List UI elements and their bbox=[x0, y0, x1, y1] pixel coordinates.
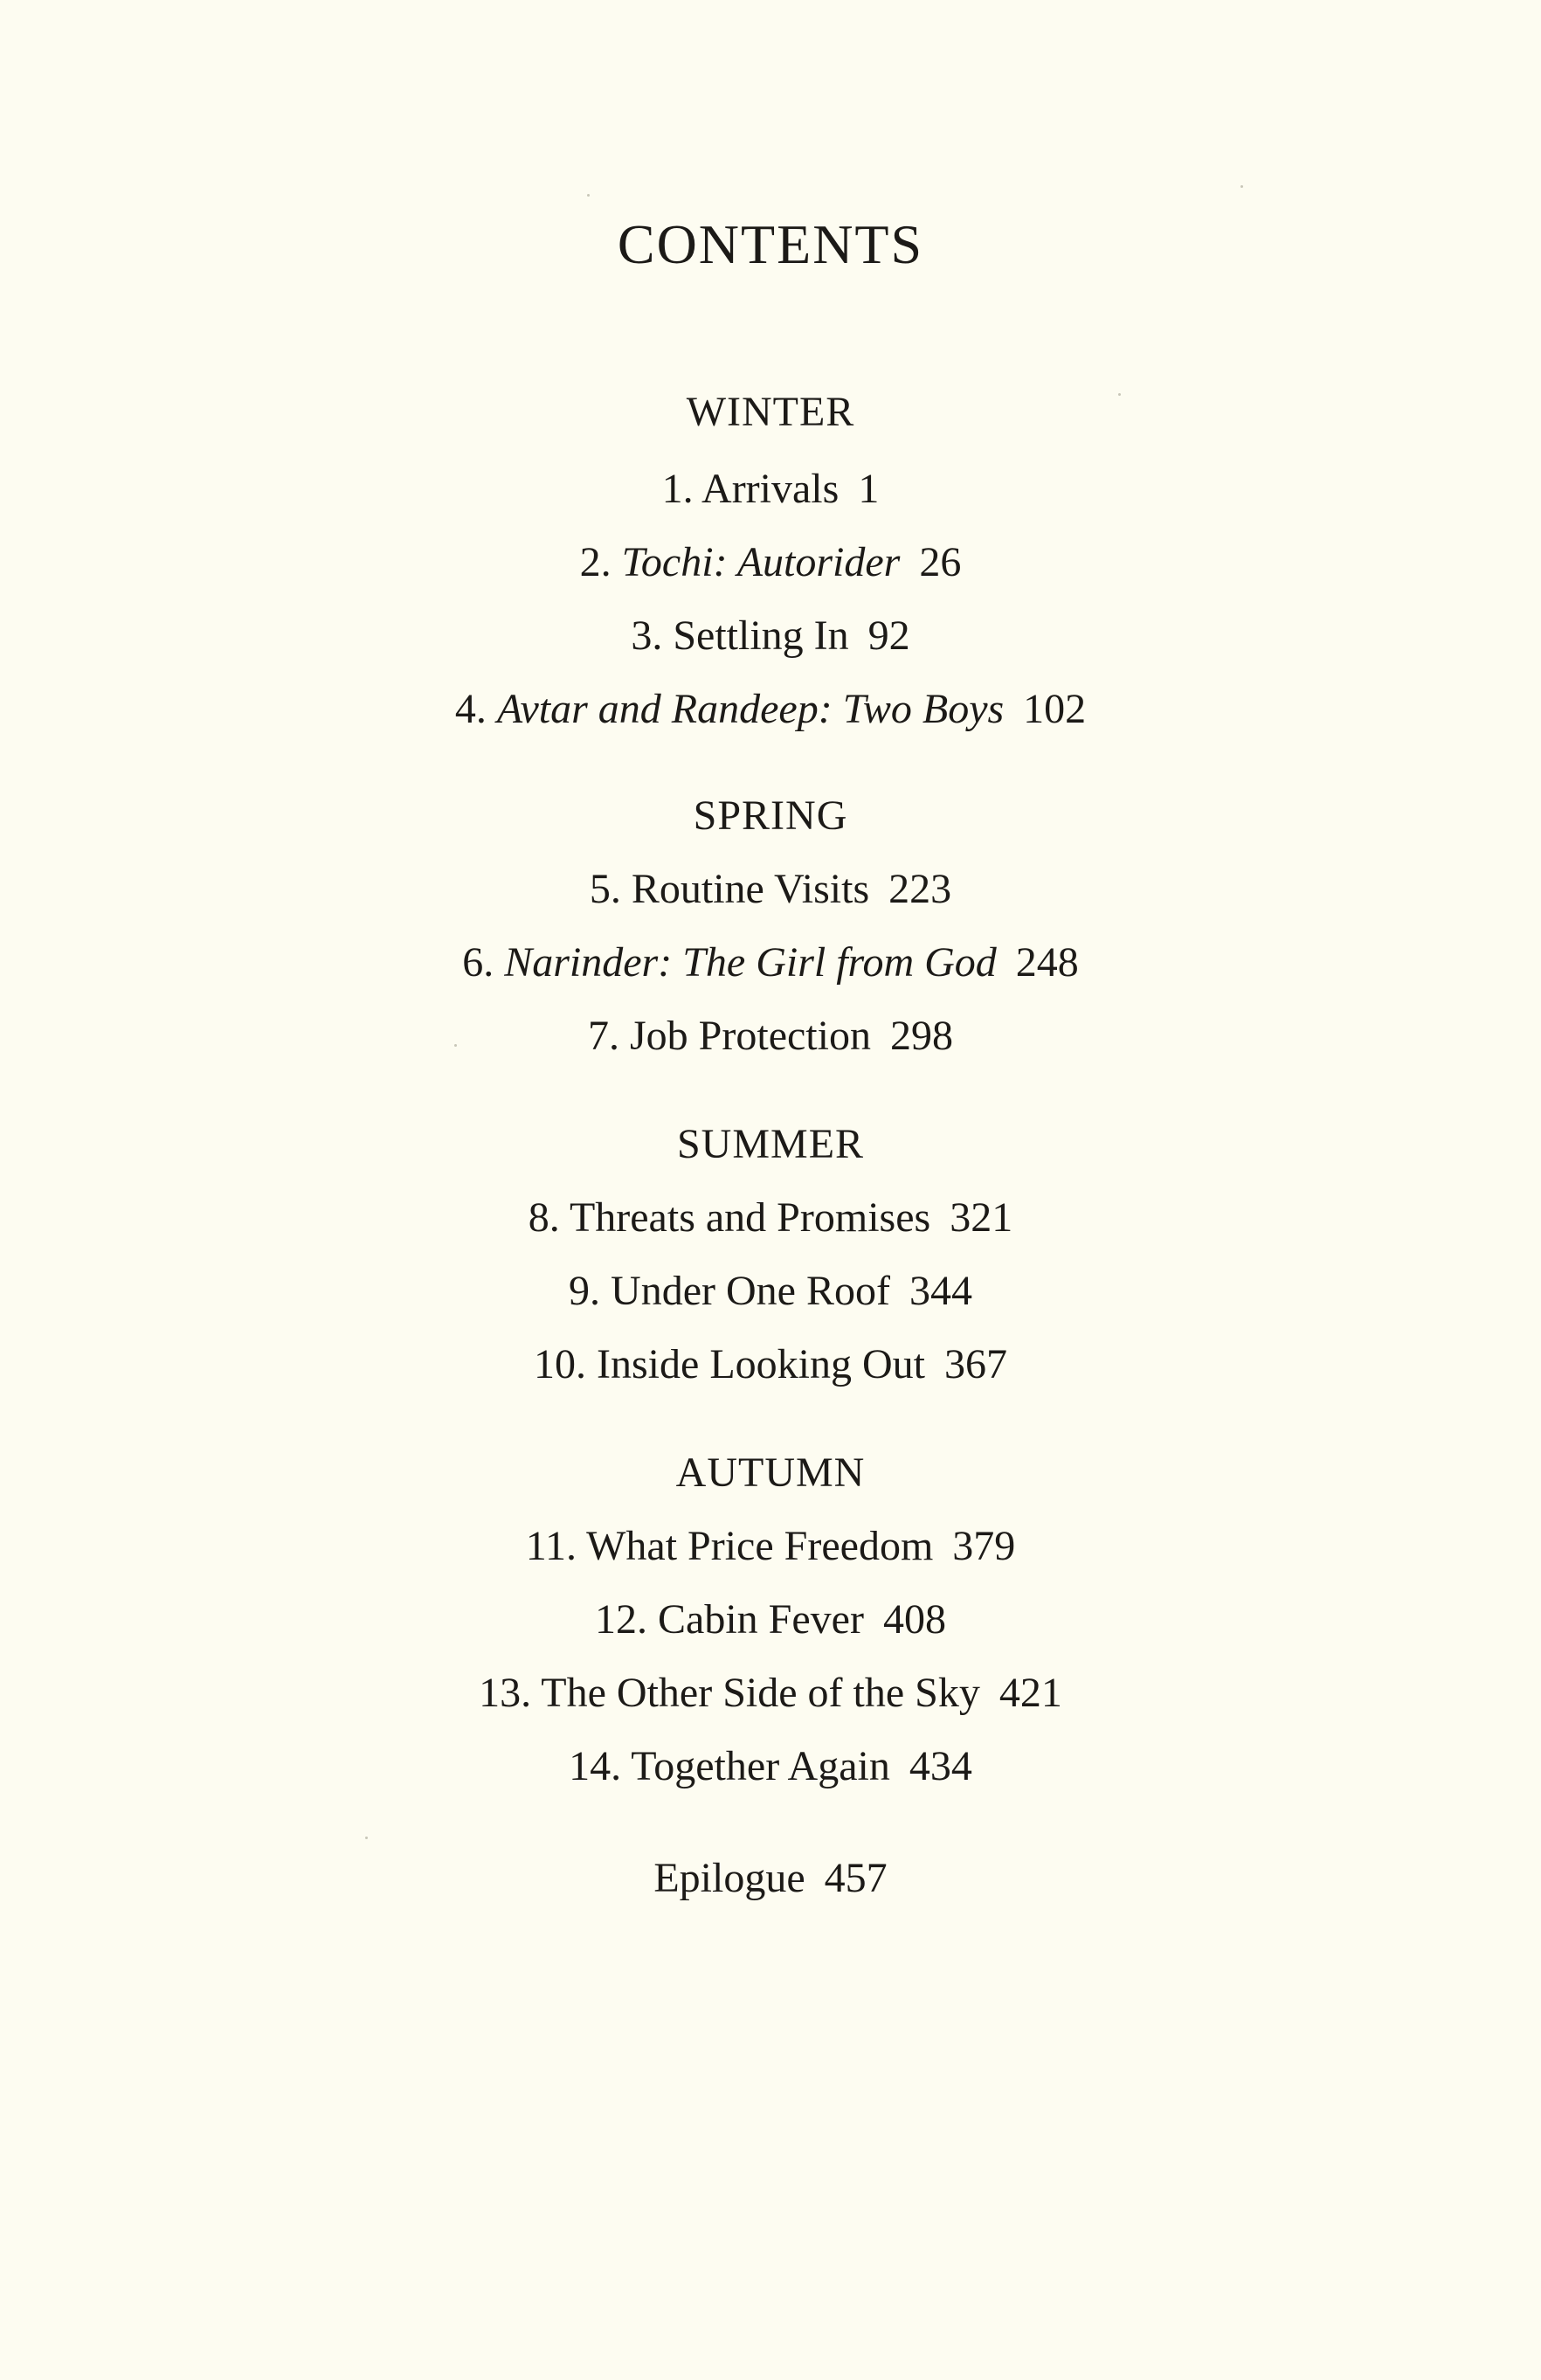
page-number: 248 bbox=[1015, 939, 1079, 986]
toc-entry-13[interactable] bbox=[0, 1665, 1541, 1721]
page-number: 92 bbox=[867, 612, 910, 659]
chapter-title: Together Again bbox=[631, 1743, 890, 1789]
chapter-number: 5. bbox=[589, 866, 621, 912]
page-number: 408 bbox=[882, 1596, 946, 1643]
toc-entry-5[interactable] bbox=[0, 861, 1541, 917]
toc-entry-6[interactable] bbox=[0, 935, 1541, 991]
chapter-title: Tochi: Autorider bbox=[621, 539, 901, 585]
page-number: 421 bbox=[999, 1670, 1062, 1716]
chapter-title: Routine Visits bbox=[631, 866, 870, 912]
chapter-title: Epilogue bbox=[653, 1855, 805, 1901]
page-number: 434 bbox=[909, 1743, 972, 1789]
toc-entry-10[interactable] bbox=[0, 1337, 1541, 1393]
chapter-number: 10. bbox=[534, 1341, 587, 1387]
toc-entry-8[interactable] bbox=[0, 1190, 1541, 1246]
chapter-number: 12. bbox=[595, 1596, 648, 1643]
toc-entry-epilogue[interactable] bbox=[0, 1851, 1541, 1906]
chapter-title: Cabin Fever bbox=[658, 1596, 864, 1643]
page-number: 344 bbox=[909, 1268, 972, 1314]
page-title: CONTENTS bbox=[617, 213, 924, 275]
chapter-title: Threats and Promises bbox=[569, 1194, 931, 1241]
section-heading-autumn: AUTUMN bbox=[675, 1449, 866, 1496]
chapter-title: The Other Side of the Sky bbox=[541, 1670, 980, 1716]
toc-entry-7[interactable] bbox=[0, 1008, 1541, 1064]
toc-entry-4[interactable] bbox=[0, 681, 1541, 737]
page-number: 321 bbox=[950, 1194, 1013, 1241]
toc-entry-14[interactable] bbox=[0, 1739, 1541, 1795]
chapter-number: 2. bbox=[579, 539, 612, 585]
paper-speck bbox=[1118, 393, 1121, 396]
paper-speck bbox=[587, 194, 590, 197]
paper-speck bbox=[1240, 185, 1243, 188]
toc-entry-1[interactable] bbox=[0, 461, 1541, 517]
chapter-title: What Price Freedom bbox=[586, 1523, 934, 1569]
chapter-title: Narinder: The Girl from God bbox=[504, 939, 997, 986]
page-number: 457 bbox=[824, 1855, 888, 1901]
chapter-number: 14. bbox=[569, 1743, 622, 1789]
toc-entry-11[interactable] bbox=[0, 1519, 1541, 1574]
chapter-number: 8. bbox=[528, 1194, 560, 1241]
chapter-title: Arrivals bbox=[701, 466, 840, 512]
chapter-number: 1. bbox=[661, 466, 694, 512]
chapter-title: Settling In bbox=[673, 612, 849, 659]
chapter-number: 6. bbox=[462, 939, 494, 986]
chapter-number: 4. bbox=[454, 686, 487, 732]
section-heading-winter: WINTER bbox=[686, 389, 855, 435]
page-number: 1 bbox=[858, 466, 880, 512]
section-heading-spring: SPRING bbox=[693, 792, 848, 839]
paper-speck bbox=[365, 1837, 368, 1839]
paper-speck bbox=[454, 1044, 457, 1047]
toc-entry-3[interactable] bbox=[0, 608, 1541, 664]
section-heading-summer: SUMMER bbox=[676, 1121, 865, 1167]
toc-entry-12[interactable] bbox=[0, 1592, 1541, 1648]
toc-entry-2[interactable] bbox=[0, 535, 1541, 591]
chapter-number: 3. bbox=[631, 612, 663, 659]
chapter-title: Job Protection bbox=[630, 1013, 871, 1059]
page-number: 367 bbox=[943, 1341, 1007, 1387]
chapter-number: 9. bbox=[569, 1268, 601, 1314]
chapter-number: 13. bbox=[479, 1670, 532, 1716]
page-number: 298 bbox=[889, 1013, 953, 1059]
chapter-number: 7. bbox=[588, 1013, 619, 1059]
chapter-title: Avtar and Randeep: Two Boys bbox=[496, 686, 1005, 732]
toc-entry-9[interactable] bbox=[0, 1263, 1541, 1319]
page-number: 26 bbox=[919, 539, 962, 585]
page-number: 223 bbox=[888, 866, 952, 912]
chapter-number: 11. bbox=[525, 1523, 577, 1569]
page-number: 102 bbox=[1023, 686, 1087, 732]
chapter-title: Under One Roof bbox=[611, 1268, 890, 1314]
chapter-title: Inside Looking Out bbox=[597, 1341, 925, 1387]
page-number: 379 bbox=[952, 1523, 1016, 1569]
